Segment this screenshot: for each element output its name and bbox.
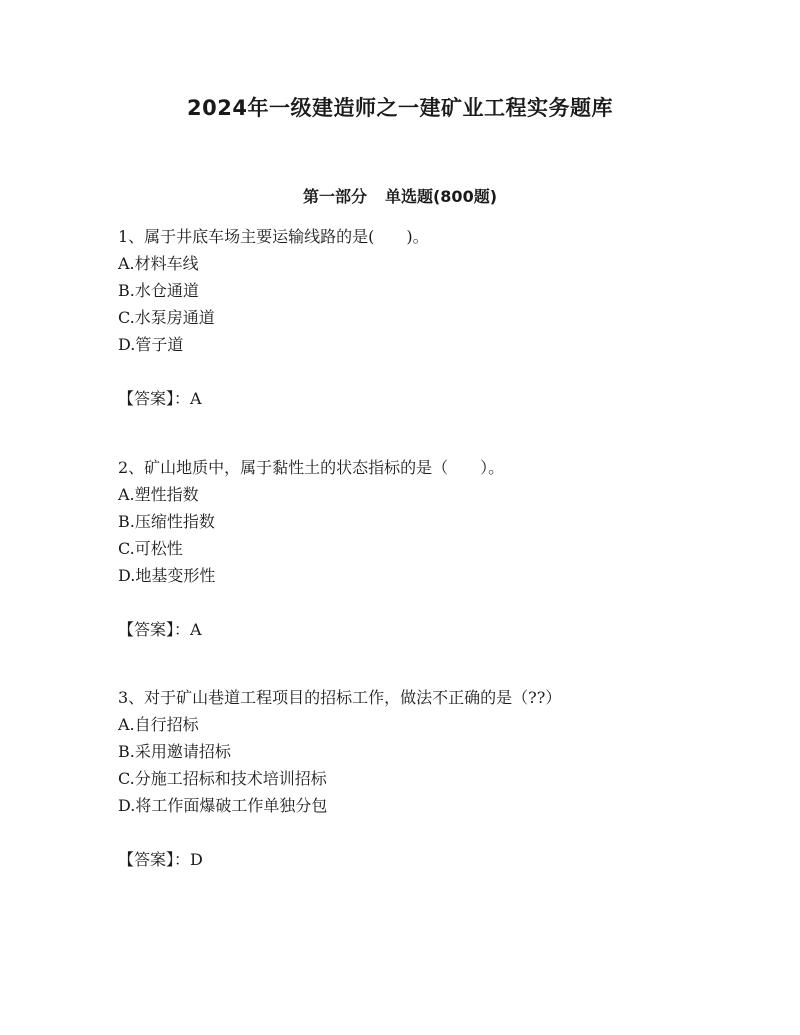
option-a: A.塑性指数 — [118, 485, 199, 504]
answer-value: A — [190, 620, 202, 639]
option-d: D.将工作面爆破工作单独分包 — [118, 796, 328, 815]
document-title: 2024年一级建造师之一建矿业工程实务题库 — [187, 96, 613, 120]
option-c: C.可松性 — [118, 539, 183, 558]
option-c: C.水泵房通道 — [118, 308, 215, 327]
question-stem: 3、对于矿山巷道工程项目的招标工作，做法不正确的是（??） — [118, 688, 562, 707]
option-a: A.自行招标 — [118, 715, 199, 734]
answer-label: 【答案】： — [118, 850, 191, 869]
answer-line — [118, 846, 718, 873]
question-2 — [118, 454, 718, 643]
answer-line — [118, 616, 718, 643]
option-b: B.压缩性指数 — [118, 512, 215, 531]
option-a: A.材料车线 — [118, 254, 199, 273]
answer-value: A — [190, 389, 202, 408]
question-stem: 1、属于井底车场主要运输线路的是( )。 — [118, 227, 429, 246]
question-1 — [118, 223, 718, 412]
option-b: B.水仓通道 — [118, 281, 199, 300]
section-type: 单选题(800题) — [384, 187, 498, 206]
question-3 — [118, 684, 718, 873]
answer-label: 【答案】： — [118, 620, 191, 639]
option-d: D.管子道 — [118, 335, 184, 354]
answer-label: 【答案】： — [118, 389, 191, 408]
answer-value: D — [190, 850, 203, 869]
answer-line — [118, 385, 718, 412]
option-d: D.地基变形性 — [118, 566, 216, 585]
section-part: 第一部分 — [302, 187, 367, 206]
question-stem: 2、矿山地质中，属于黏性土的状态指标的是（ ）。 — [118, 458, 505, 477]
option-c: C.分施工招标和技术培训招标 — [118, 769, 327, 788]
section-heading — [0, 184, 800, 207]
option-b: B.采用邀请招标 — [118, 742, 231, 761]
